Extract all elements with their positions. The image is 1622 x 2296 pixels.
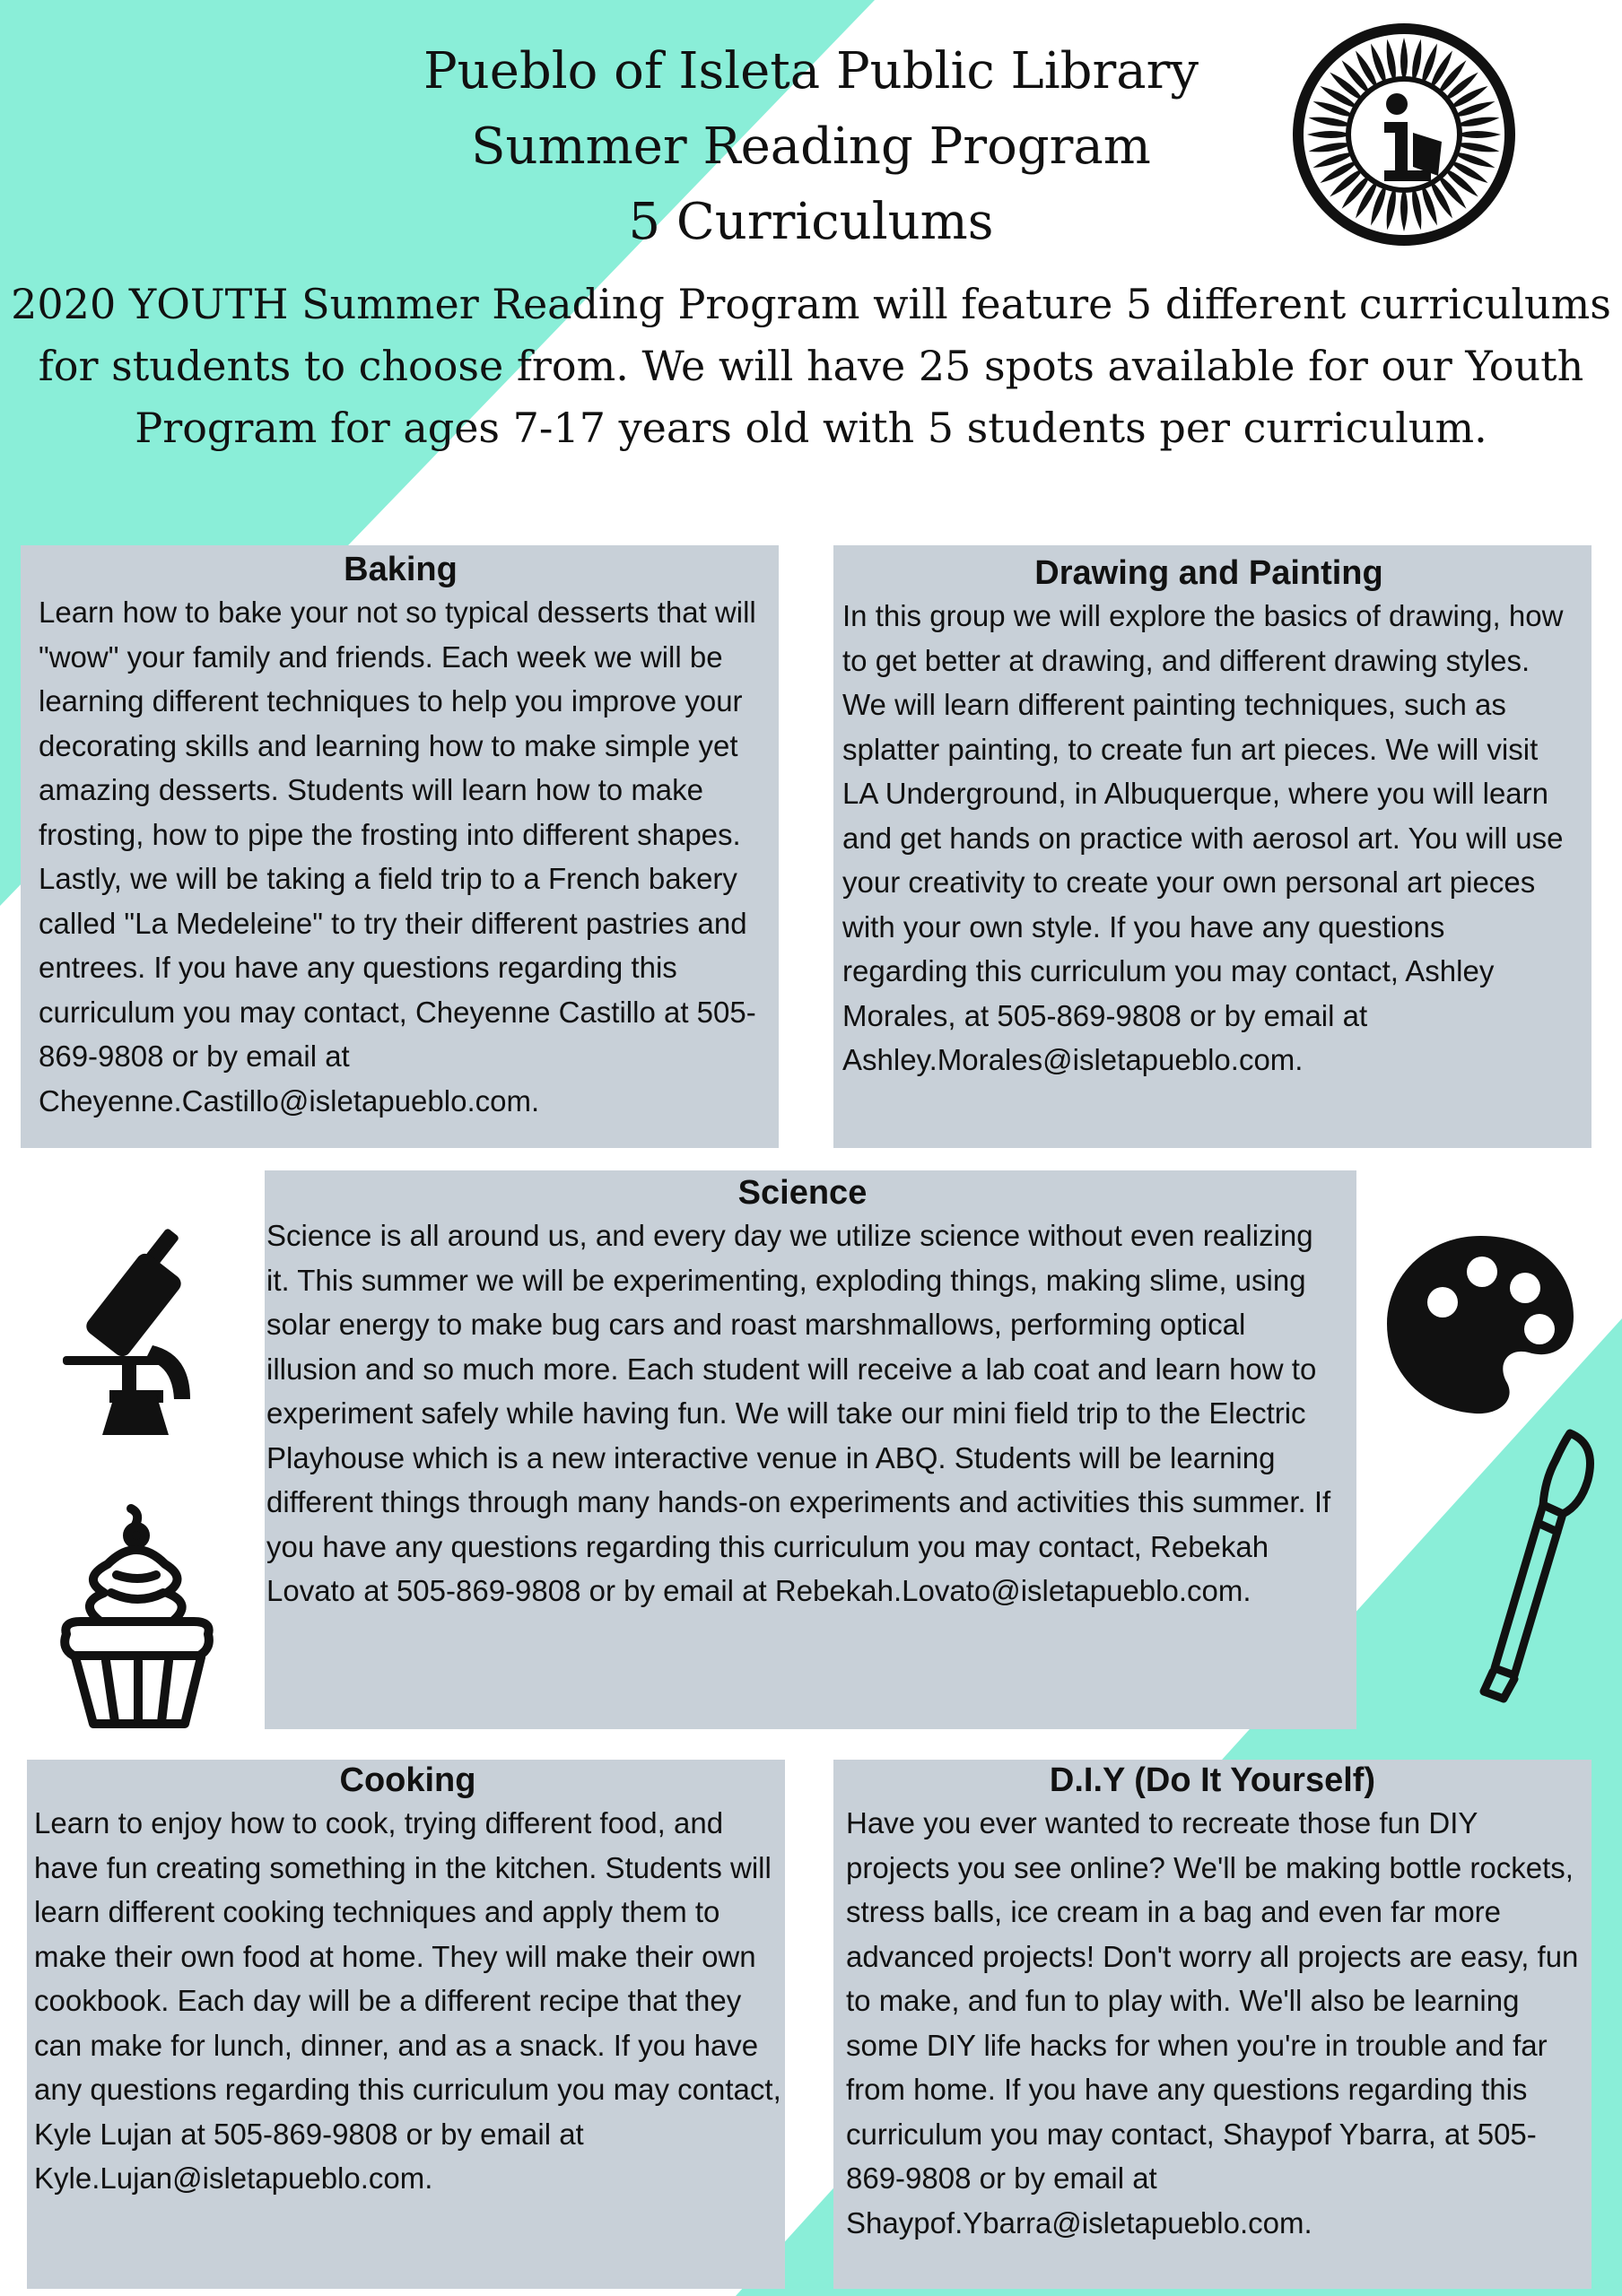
drawing-painting-title: Drawing and Painting <box>1034 554 1383 592</box>
page-title-line-1: Pueblo of Isleta Public Library <box>423 42 1199 100</box>
page-title-line-3: 5 Curriculums <box>628 193 994 251</box>
drawing-painting-section <box>833 545 1591 1148</box>
cooking-body: Learn to enjoy how to cook, trying different food, and have fun creating something in the kitchen. Students will learn different cooking techniques and apply them to make their own food at home. They will make their own cookbook. Each day will be a different recipe that they can make for lunch, dinner, and as a snack. If you have any questions regarding this curriculum you may contact, Kyle Lujan at 505-869-9808 or by email at Kyle.Lujan@isletapueblo.com. <box>34 1806 781 2195</box>
cooking-title: Cooking <box>339 1761 476 1799</box>
cooking-section <box>27 1760 785 2289</box>
intro-text: 2020 YOUTH Summer Reading Program will feature 5 different curriculums for students to choose from. We will have 25 spots available for our Youth Program for ages 7-17 years old with 5 students per curriculum. <box>11 280 1611 452</box>
science-title: Science <box>737 1174 868 1212</box>
page-title-line-2: Summer Reading Program <box>471 117 1151 176</box>
diy-body: Have you ever wanted to recreate those fun DIY projects you see online? We'll be making bottle rockets, stress balls, ice cream in a bag and even far more advanced projects! Don't worry all projects are easy, fun to make, and fun to play with. We'll also be learning some DIY life hacks for when you're in trouble and far from home. If you have any questions regarding this curriculum you may contact, Shaypof Ybarra, at 505-869-9808 or by email at Shaypof.Ybarra@isletapueblo.com. <box>846 1806 1579 2239</box>
diy-section <box>833 1760 1591 2289</box>
paintbrush-icon <box>1462 1426 1606 1704</box>
science-section <box>265 1170 1356 1729</box>
science-body: Science is all around us, and every day we utilize science without even realizing it. This summer we will be experimenting, exploding things, making slime, using solar energy to make bug cars and roast marshmallows, performing optical illusion and so much more. Each student will receive a lab coat and learn how to experiment safely while having fun. We will take our mini field trip to the Electric Playhouse which is a new interactive venue in ABQ. Students will be learning different things through many hands-on experiments and activities this summer. If you have any questions regarding this curriculum you may contact, Rebekah Lovato at 505-869-9808 or by email at Rebekah.Lovato@isletapueblo.com. <box>266 1219 1331 1607</box>
microscope-icon <box>56 1220 226 1435</box>
drawing-painting-body: In this group we will explore the basics of drawing, how to get better at drawing, and different drawing styles. We will learn different painting techniques, such as splatter painting, to create fun art pieces. We will visit LA Underground, in Albuquerque, where you will learn and get hands on practice with aerosol art. You will use your creativity to create your own personal art pieces with your own style. If you have any questions regarding this curriculum you may contact, Ashley Morales, at 505-869-9808 or by email at Ashley.Morales@isletapueblo.com. <box>842 599 1564 1076</box>
baking-title: Baking <box>344 551 458 588</box>
palette-icon <box>1382 1231 1579 1419</box>
library-logo <box>1287 18 1521 251</box>
diy-title: D.I.Y (Do It Yourself) <box>1049 1761 1376 1799</box>
baking-body: Learn how to bake your not so typical desserts that will "wow" your family and friends. Each week we will be learning different techniques to help you improve your decorating skills and learning how to make simple yet amazing desserts. Students will learn how to make frosting, how to pipe the frosting into different shapes. Lastly, we will be taking a field trip to a French bakery called "La Medeleine" to try their different pastries and entrees. If you have any questions regarding this curriculum you may contact, Cheyenne Castillo at 505-869-9808 or by email at Cheyenne.Castillo@isletapueblo.com. <box>39 596 756 1118</box>
cupcake-icon <box>54 1500 224 1733</box>
baking-section <box>21 545 779 1148</box>
